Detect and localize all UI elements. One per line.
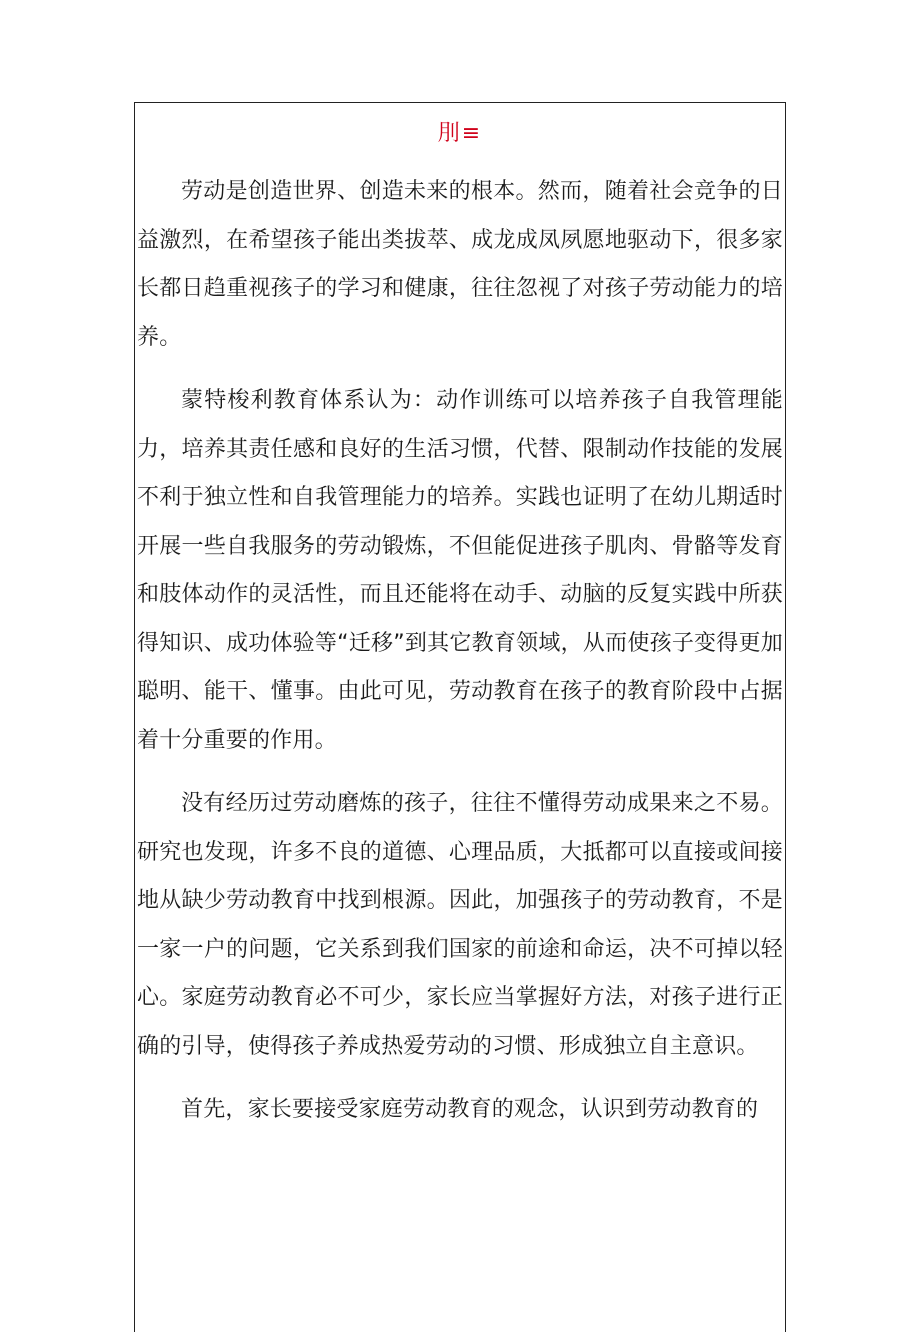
- document-title: 刖≡: [437, 121, 483, 146]
- paragraph: 蒙特梭利教育体系认为：动作训练可以培养孩子自我管理能力，培养其责任感和良好的生活习惯，代替、限制动作技能的发展不利于独立性和自我管理能力的培养。实践也证明了在幼儿期适时开展一些自我服务的劳动锻炼，不但能促进孩子肌肉、骨骼等发育和肢体动作的灵活性，而且还能将在动手、动脑的反复实践中所获得知识、成功体验等“迁移”到其它教育领域，从而使孩子变得更加聪明、能干、懂事。由此可见，劳动教育在孩子的教育阶段中占据着十分重要的作用。: [137, 388, 783, 753]
- paragraph: 首先，家长要接受家庭劳动教育的观念，认识到劳动教育的: [181, 1097, 759, 1122]
- document-body: [137, 168, 783, 1150]
- paragraph: 没有经历过劳动磨炼的孩子，往往不懂得劳动成果来之不易。研究也发现，许多不良的道德、心理品质，大抵都可以直接或间接地从缺少劳动教育中找到根源。因此，加强孩子的劳动教育，不是一家一户的问题，它关系到我们国家的前途和命运，决不可掉以轻心。家庭劳动教育必不可少，家长应当掌握好方法，对孩子进行正确的引导，使得孩子养成热爱劳动的习惯、形成独立自主意识。: [137, 791, 783, 1059]
- paragraph: 劳动是创造世界、创造未来的根本。然而，随着社会竞争的日益激烈，在希望孩子能出类拔萃、成龙成凤夙愿地驱动下，很多家长都日趋重视孩子的学习和健康，往往忽视了对孩子劳动能力的培养。: [137, 179, 783, 350]
- document-frame: [134, 102, 786, 1332]
